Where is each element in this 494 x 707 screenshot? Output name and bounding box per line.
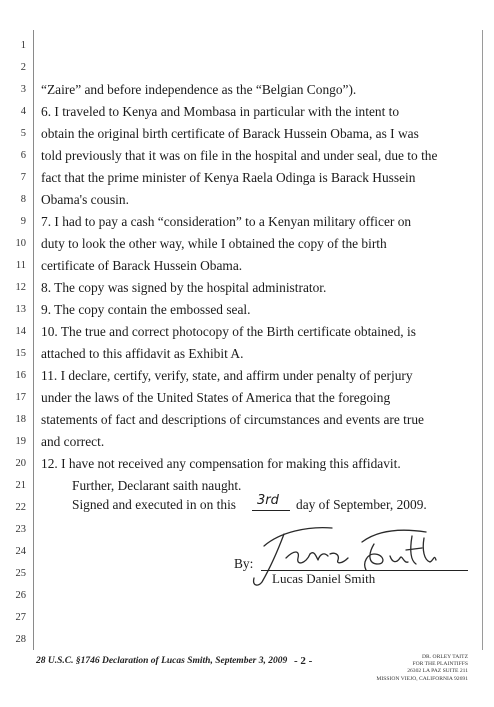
line-number: 2 <box>20 62 26 73</box>
day-underline <box>252 510 290 511</box>
footer-caption: 28 U.S.C. §1746 Declaration of Lucas Smith, September 3, 2009 <box>36 656 288 666</box>
line-number: 21 <box>15 480 26 491</box>
line-number: 18 <box>15 414 26 425</box>
line-number: 7 <box>20 172 26 183</box>
line-number: 6 <box>20 150 26 161</box>
line-number: 10 <box>15 238 26 249</box>
line-number: 27 <box>15 612 26 623</box>
by-label: By: <box>234 556 254 571</box>
line-number: 20 <box>15 458 26 469</box>
attorney-line: DR. ORLEY TAITZ <box>421 654 468 660</box>
signed-day-handwritten: 3rd <box>257 493 279 508</box>
body-line: Obama's cousin. <box>41 192 129 207</box>
paragraph-7-line: 7. I had to pay a cash “consideration” to a Kenyan military officer on <box>41 214 412 229</box>
line-number: 3 <box>20 84 26 95</box>
signed-prefix: Signed and executed in on this <box>72 497 237 512</box>
right-margin-rule <box>482 30 483 650</box>
page-number: - 2 - <box>294 655 313 667</box>
body-line: obtain the original birth certificate of Barack Hussein Obama, as I was <box>41 126 419 141</box>
attorney-line: FOR THE PLAINTIFFS <box>412 661 468 668</box>
line-number: 28 <box>15 634 26 645</box>
line-number: 26 <box>15 590 26 601</box>
signed-suffix: day of September, 2009. <box>296 497 427 512</box>
body-line: certificate of Barack Hussein Obama. <box>41 258 243 273</box>
left-margin-rule <box>33 30 34 650</box>
line-number: 15 <box>15 348 26 359</box>
paragraph-8-line: 8. The copy was signed by the hospital administrator. <box>41 280 327 295</box>
body-line: under the laws of the United States of America that the foregoing <box>41 390 391 405</box>
body-line: statements of fact and descriptions of circumstances and events are true <box>41 412 424 427</box>
line-number: 12 <box>15 282 26 293</box>
line-number: 23 <box>15 524 26 535</box>
line-number: 8 <box>20 194 26 205</box>
line-number: 19 <box>15 436 26 447</box>
line-number: 13 <box>15 304 26 315</box>
body-line: duty to look the other way, while I obtained the copy of the birth <box>41 236 387 251</box>
line-number: 9 <box>20 216 26 227</box>
line-number: 11 <box>15 260 26 271</box>
body-line: “Zaire” and before independence as the “Belgian Congo”). <box>41 82 357 97</box>
paragraph-9-line: 9. The copy contain the embossed seal. <box>41 302 251 317</box>
line-number: 5 <box>20 128 26 139</box>
body-line: fact that the prime minister of Kenya Raela Odinga is Barack Hussein <box>41 170 416 185</box>
line-number: 16 <box>15 370 26 381</box>
body-line: attached to this affidavit as Exhibit A. <box>41 346 244 361</box>
line-number: 1 <box>20 40 26 51</box>
line-number: 22 <box>15 502 26 513</box>
paragraph-10-line: 10. The true and correct photocopy of the Birth certificate obtained, is <box>41 324 416 339</box>
attorney-block <box>360 654 468 683</box>
line-number: 14 <box>15 326 26 337</box>
attorney-line: 26302 LA PAZ SUITE 211 <box>407 668 468 675</box>
line-number: 17 <box>15 392 26 403</box>
signer-name: Lucas Daniel Smith <box>272 571 376 586</box>
line-number: 24 <box>15 546 26 557</box>
closing-line: Further, Declarant saith naught. <box>72 478 242 493</box>
paragraph-12-line: 12. I have not received any compensation for making this affidavit. <box>41 456 401 471</box>
body-line: told previously that it was on file in the hospital and under seal, due to the <box>41 148 438 163</box>
paragraph-6-line: 6. I traveled to Kenya and Mombasa in particular with the intent to <box>41 104 400 119</box>
paragraph-11-line: 11. I declare, certify, verify, state, and affirm under penalty of perjury <box>41 368 413 383</box>
attorney-line: MISSION VIEJO, CALIFORNIA 92691 <box>376 675 468 682</box>
line-number: 4 <box>20 106 26 117</box>
line-number: 25 <box>15 568 26 579</box>
body-line: and correct. <box>41 434 105 449</box>
